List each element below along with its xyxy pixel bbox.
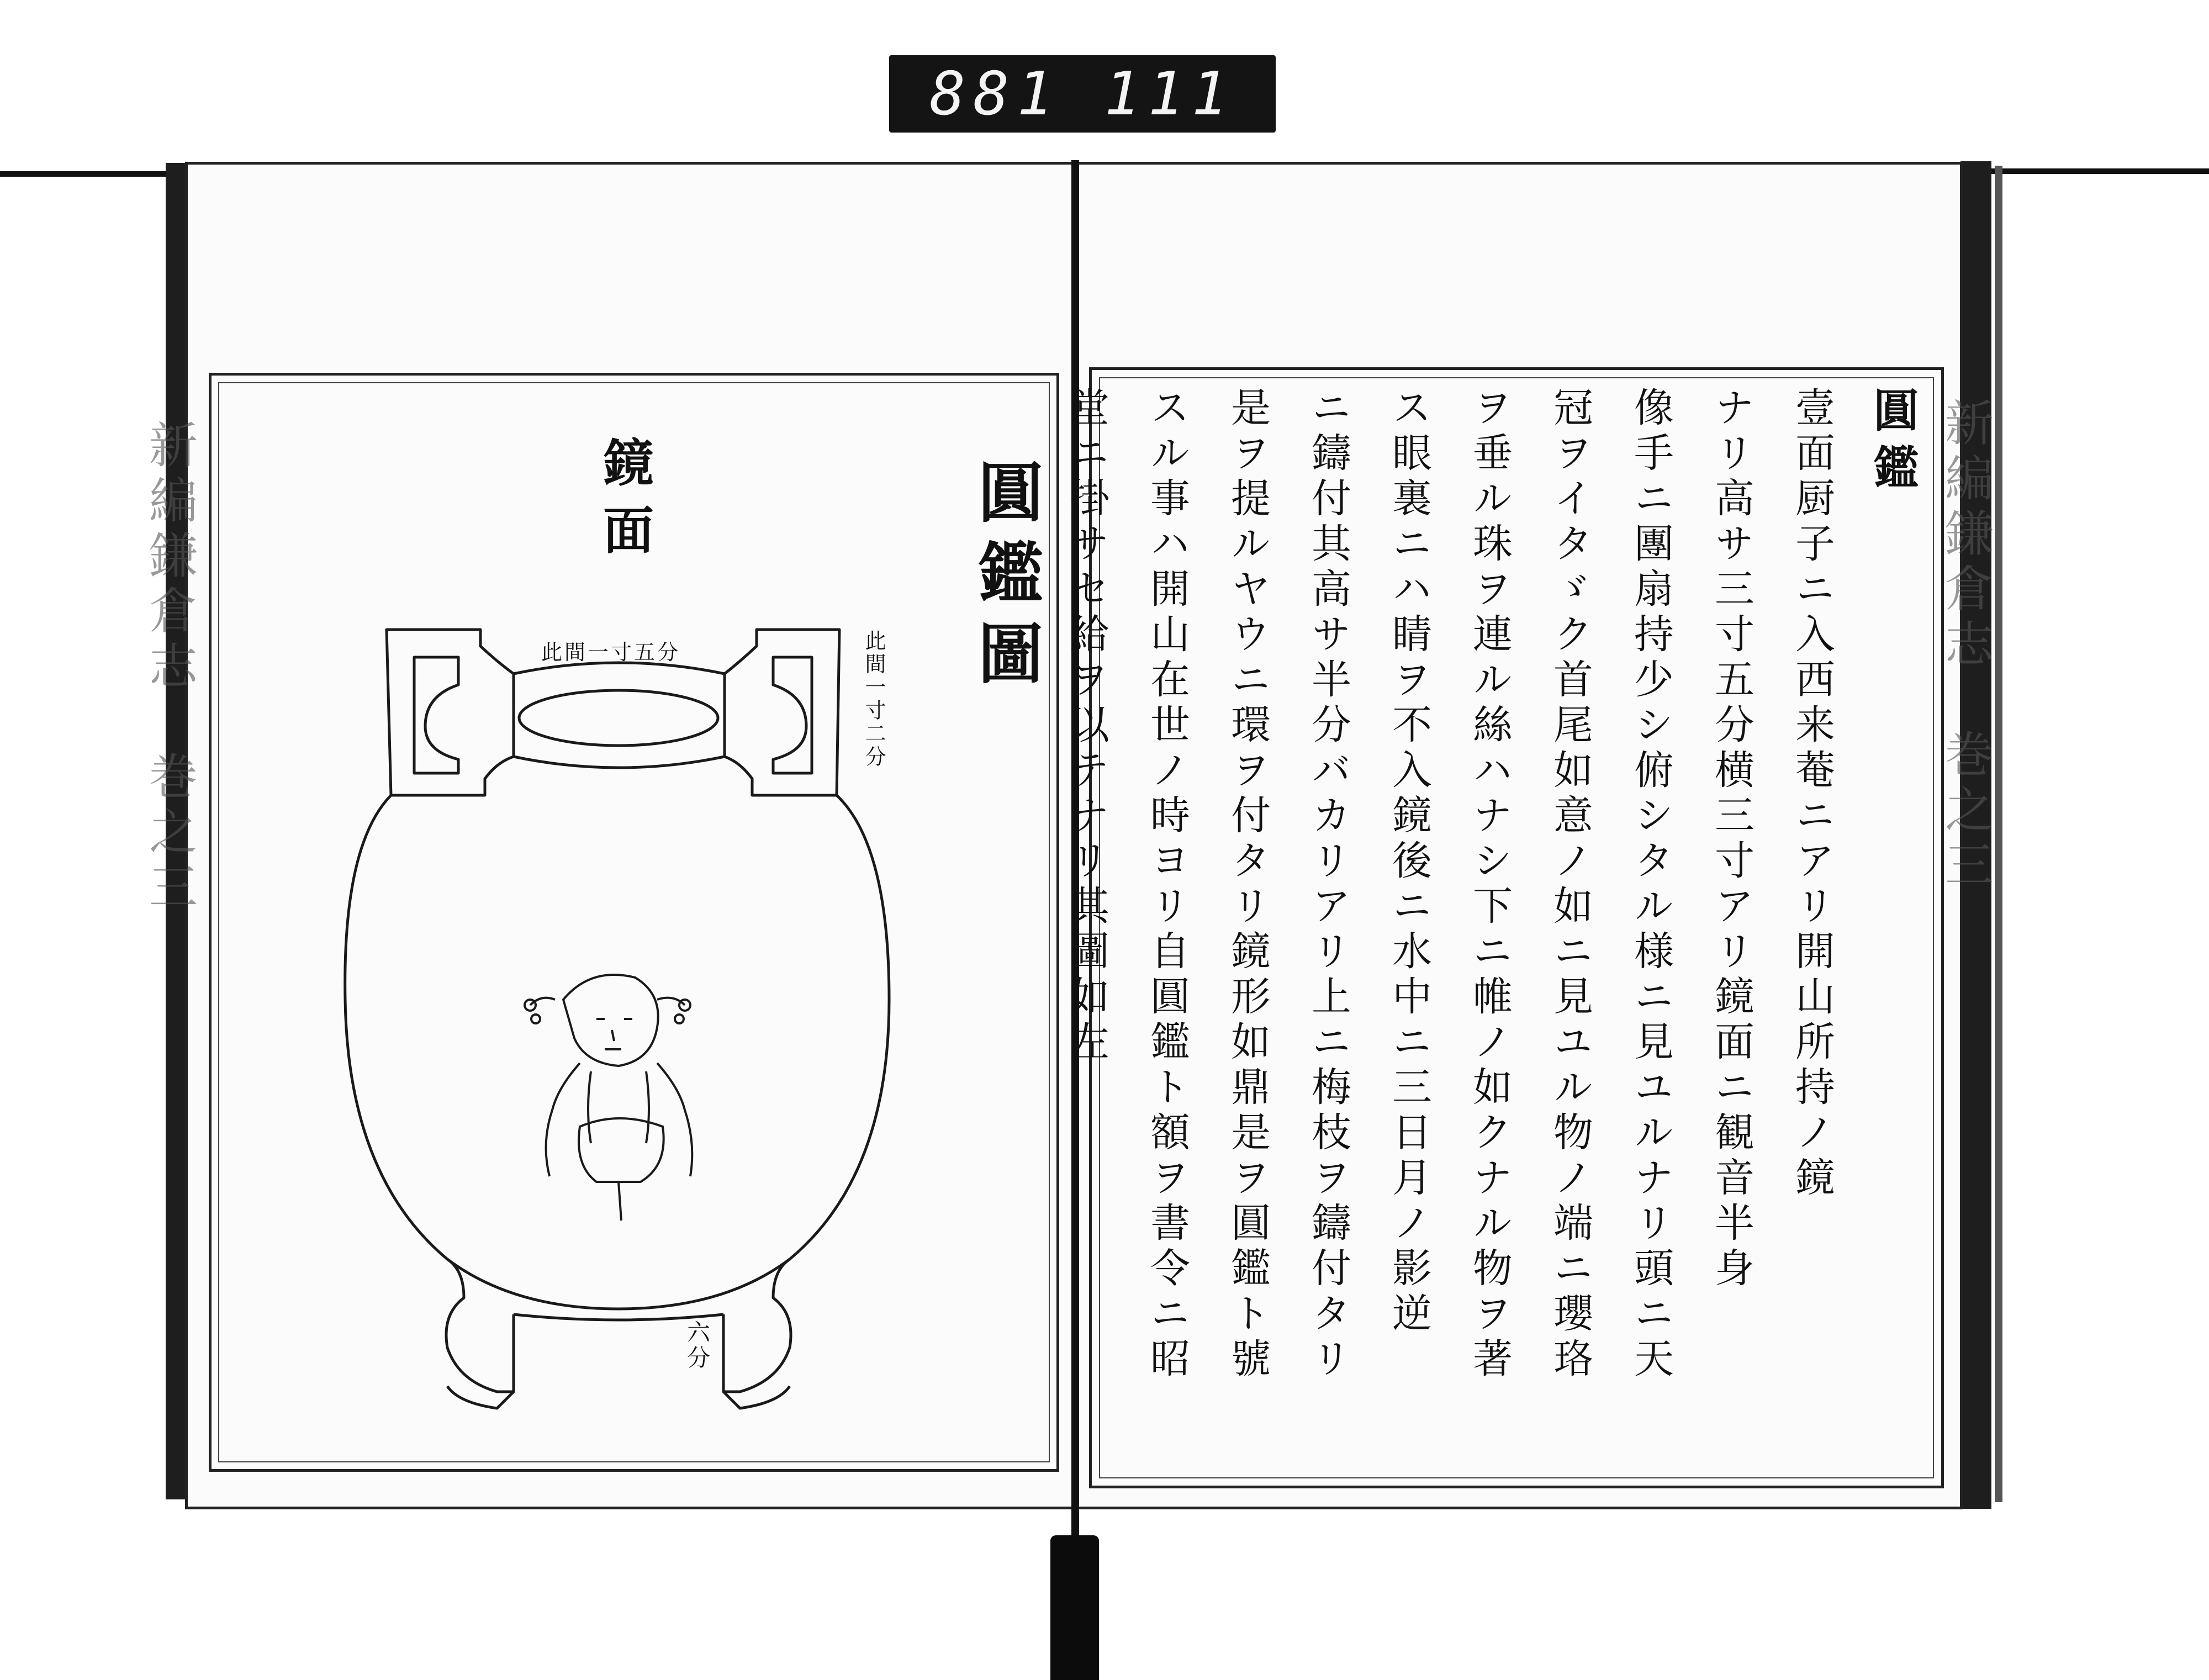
- oval-window: [519, 690, 718, 746]
- binding-rail-left: [0, 171, 177, 177]
- binding-rail-right: [1977, 168, 2209, 174]
- entry-heading: 圓鑑: [1866, 387, 1919, 501]
- left-foot-tip: [447, 1386, 514, 1408]
- main-text: [1063, 387, 1933, 1469]
- measure-note-top: 此間一寸五分: [541, 640, 681, 664]
- right-handle-inner: [773, 657, 812, 773]
- rim-bottom: [514, 757, 725, 768]
- text-column: 冠ヲイタゞク首尾如意ノ如ニ見ユル物ノ端ニ瓔珞: [1547, 387, 1593, 1383]
- right-spine-label: 新編鎌倉志 巻之三: [1937, 398, 1994, 895]
- measure-note-bottom: 六分: [684, 1320, 711, 1371]
- base-line: [514, 1314, 723, 1320]
- right-foot-tip: [723, 1386, 790, 1408]
- rim-top: [514, 663, 725, 674]
- vessel-body: [345, 795, 889, 1309]
- measure-note-right: 此間一寸二分: [862, 630, 886, 769]
- text-column: 像手ニ團扇持少シ俯シタル様ニ見ユルナリ頭ニ天: [1627, 387, 1674, 1383]
- text-column: スル事ハ開山在世ノ時ヨリ自圓鑑ト額ヲ書令ニ昭: [1144, 387, 1190, 1383]
- right-handle-outline: [725, 630, 839, 795]
- text-column: ナリ高サ三寸五分横三寸アリ鏡面ニ観音半身: [1708, 387, 1754, 1292]
- text-column: 堂ニ掛サセ給ヲ以テナリ其圖如左: [1063, 387, 1109, 1066]
- text-column: 壹面厨子ニ入西来菴ニアリ開山所持ノ鏡: [1789, 387, 1835, 1202]
- left-handle-inner: [414, 657, 458, 773]
- text-column: ニ鑄付其高サ半分バカリアリ上ニ梅枝ヲ鑄付タリ: [1305, 387, 1351, 1383]
- binding-tassel: [1050, 1535, 1099, 1680]
- text-column: 是ヲ提ルヤウニ環ヲ付タリ鏡形如鼎是ヲ圓鑑ト號: [1224, 387, 1271, 1383]
- mirror-face-label: 鏡面: [595, 436, 654, 571]
- left-handle-outline: [387, 630, 514, 795]
- kannon-figure: [525, 975, 692, 1221]
- figure-title: 圓鑑圖: [967, 458, 1044, 700]
- text-column: ヲ垂ル珠ヲ連ル絲ハナシ下ニ帷ノ如クナル物ヲ著: [1466, 387, 1513, 1383]
- left-spine-label: 新編鎌倉志 巻之三: [141, 420, 198, 917]
- mirror-vessel-drawing: [331, 613, 895, 1475]
- archive-label: [889, 55, 1276, 133]
- text-column: ス眼裏ニハ睛ヲ不入鏡後ニ水中ニ三日月ノ影逆: [1386, 387, 1432, 1338]
- archive-number: 881 111: [929, 59, 1235, 129]
